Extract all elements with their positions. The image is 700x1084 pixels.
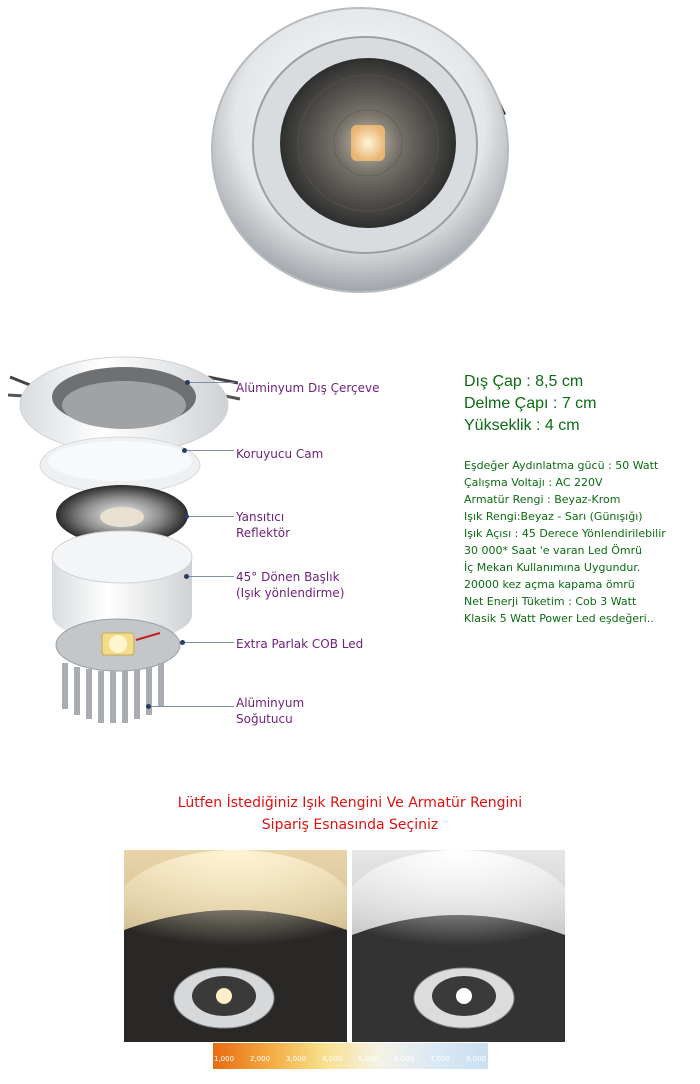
kelvin-tick: 2,000 [250, 1055, 271, 1063]
spec-detail-line: İç Mekan Kullanımına Uygundur. [464, 561, 641, 574]
kelvin-tick: 1,000 [214, 1055, 235, 1063]
spec-detail-line: Net Enerji Tüketim : Cob 3 Watt [464, 595, 637, 608]
kelvin-tick: 6,000 [394, 1055, 415, 1063]
part-label-glass: Koruyucu Cam [236, 447, 324, 461]
part-leader-cob [185, 642, 234, 643]
spec-detail-line: 20000 kez açma kapama ömrü [464, 578, 635, 591]
spec-detail-line: Işık Açısı : 45 Derece Yönlendirilebilir [464, 527, 666, 540]
part-label-reflector: Yansıtıcı Reflektör [236, 510, 291, 540]
cool-light-photo [352, 850, 565, 1042]
order-notice-line-1: Lütfen İstediğiniz Işık Rengini Ve Armatür Rengini [177, 795, 523, 811]
part-leader-glass [187, 450, 234, 451]
warm-light-photo [124, 850, 347, 1042]
part-leader-head [189, 576, 234, 577]
spec-cutout-diameter: Delme Çapı : 7 cm [464, 395, 597, 412]
part-label-cob: Extra Parlak COB Led [236, 637, 364, 651]
part-leader-reflector [189, 516, 234, 517]
spec-detail-line: Eşdeğer Aydınlatma gücü : 50 Watt [464, 459, 659, 472]
spec-detail-line: 30 000* Saat 'e varan Led Ömrü [464, 544, 643, 557]
spec-detail-line: Klasik 5 Watt Power Led eşdeğeri.. [464, 612, 654, 625]
part-leader-heatsink [151, 706, 234, 707]
part-label-head: 45° Dönen Başlık (Işık yönlendirme) [236, 570, 345, 600]
spec-detail-line: Armatür Rengi : Beyaz-Krom [464, 493, 621, 506]
product-photo [200, 5, 530, 305]
part-label-heatsink: Alüminyum Soğutucu [236, 696, 305, 726]
spec-height: Yükseklik : 4 cm [464, 417, 580, 434]
kelvin-tick: 3,000 [286, 1055, 307, 1063]
part-leader-frame [190, 382, 234, 383]
spec-detail-line: Çalışma Voltajı : AC 220V [464, 476, 603, 489]
kelvin-tick: 4,000 [322, 1055, 343, 1063]
spec-outer-diameter: Dış Çap : 8,5 cm [464, 373, 584, 390]
spec-detail-line: Işık Rengi:Beyaz - Sarı (Günışığı) [464, 510, 643, 523]
kelvin-tick: 5,000 [358, 1055, 379, 1063]
kelvin-tick: 8,000 [466, 1055, 487, 1063]
part-label-frame: Alüminyum Dış Çerçeve [236, 381, 380, 395]
kelvin-tick: 7,000 [430, 1055, 451, 1063]
order-notice-line-2: Sipariş Esnasında Seçiniz [261, 817, 439, 833]
